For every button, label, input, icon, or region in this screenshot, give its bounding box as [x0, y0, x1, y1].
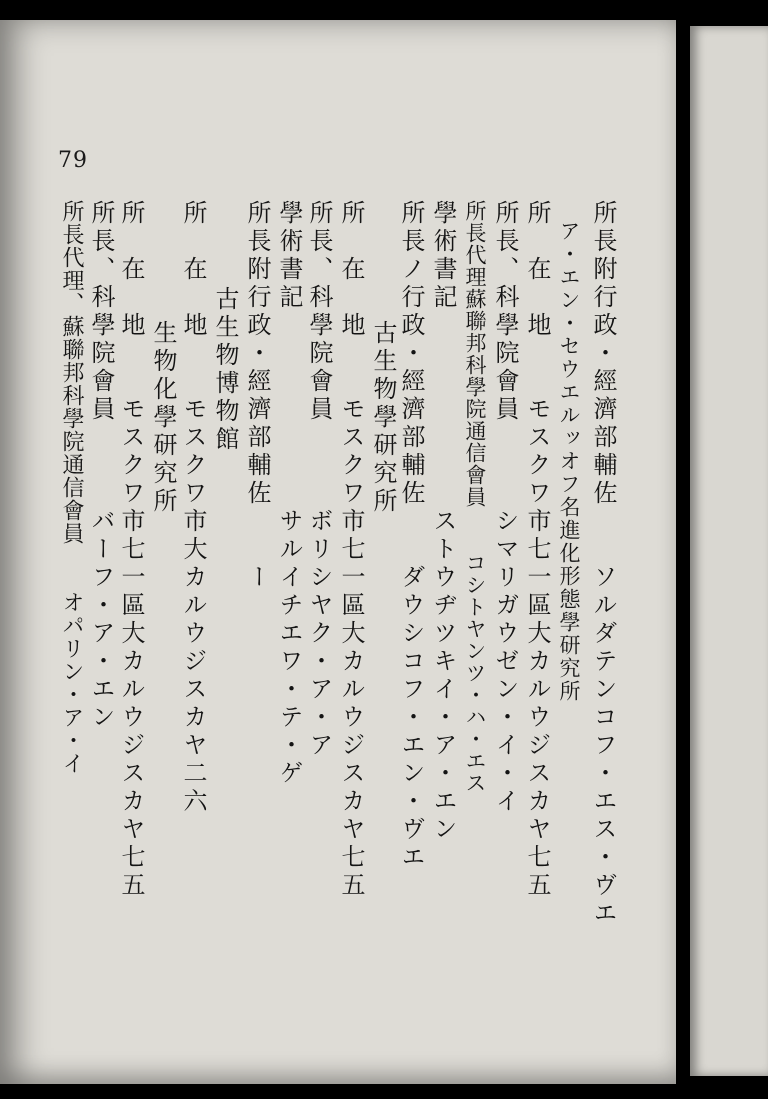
section-heading-paleontology-museum: 古生物博物館 — [211, 286, 239, 454]
section-heading-biochemistry-institute: 生物化學研究所 — [149, 320, 177, 516]
text-column-11: 學術書記 サルイチエワ・テ・ゲ — [275, 200, 303, 788]
text-column-4: 所長、科學院會員 シマリガウゼン・イ・イ — [491, 200, 519, 816]
text-column-16: 所 在 地 モスクワ市七一區大カルウジスカヤ七五 — [117, 200, 145, 900]
text-column-9: 所 在 地 モスクワ市七一區大カルウジスカヤ七五 — [337, 200, 365, 900]
text-column-14: 所 在 地 モスクワ市大カルウジスカヤ二六 — [179, 200, 207, 816]
book-page — [0, 20, 676, 1084]
text-column-17: 所長、科學院會員 バーフ・ア・エン — [87, 200, 115, 732]
text-column-1: 所長附行政・經濟部輔佐 ソルダテンコフ・エス・ヴエ — [589, 200, 617, 928]
text-column-3: 所 在 地 モスクワ市七一區大カルウジスカヤ七五 — [523, 200, 551, 900]
page-number: 79 — [58, 148, 88, 173]
text-column-5: 所長代理蘇聯邦科學院通信會員 コシトヤンツ・ハ・エス — [463, 200, 487, 794]
text-column-6: 學術書記 ストウヂツキイ・ア・エン — [429, 200, 457, 844]
text-column-7: 所長ノ行政・經濟部輔佐 ダウシコフ・エン・ヴエ — [397, 200, 425, 872]
text-column-12: 所長附行政・經濟部輔佐 ー — [243, 200, 271, 592]
text-column-10: 所長、科學院會員 ボリシヤク・ア・ア — [305, 200, 333, 760]
text-column-2: ア・エン・セウエルッオフ名進化形態學研究所 — [557, 220, 581, 703]
text-column-18: 所長代理、蘇聯邦科學院通信會員 オパリン・ア・イ — [59, 200, 84, 775]
adjacent-page-edge — [690, 26, 768, 1076]
section-heading-paleontology-institute: 古生物學研究所 — [369, 320, 397, 516]
